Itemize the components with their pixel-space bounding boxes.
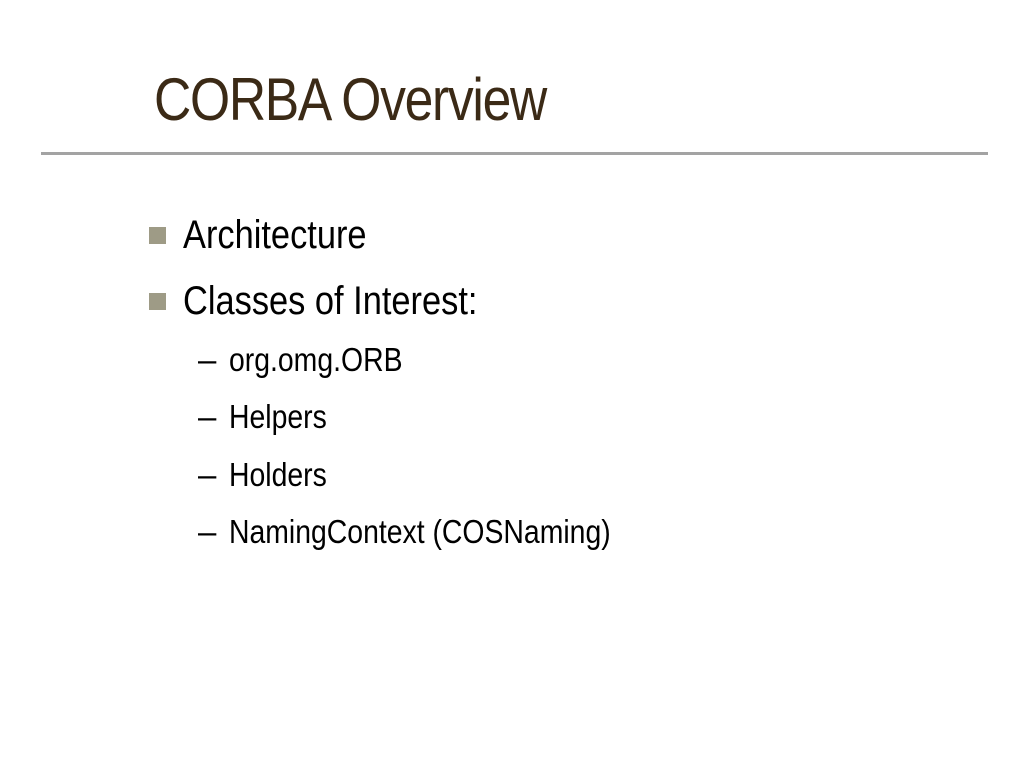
subbullet-text: NamingContext (COSNaming) — [229, 513, 611, 550]
dash-marker: – — [198, 513, 217, 550]
dash-marker: – — [198, 456, 217, 493]
subbullet-text: Holders — [229, 456, 327, 493]
square-bullet-icon — [149, 293, 166, 310]
subbullet-text: Helpers — [229, 398, 327, 435]
title-divider — [41, 152, 988, 155]
subbullet-text: org.omg.ORB — [229, 341, 403, 378]
dash-marker: – — [198, 341, 217, 378]
dash-marker: – — [198, 398, 217, 435]
slide-title: CORBA Overview — [154, 66, 546, 133]
bullet-text: Classes of Interest: — [183, 279, 478, 323]
square-bullet-icon — [149, 227, 166, 244]
bullet-text: Architecture — [183, 213, 367, 257]
